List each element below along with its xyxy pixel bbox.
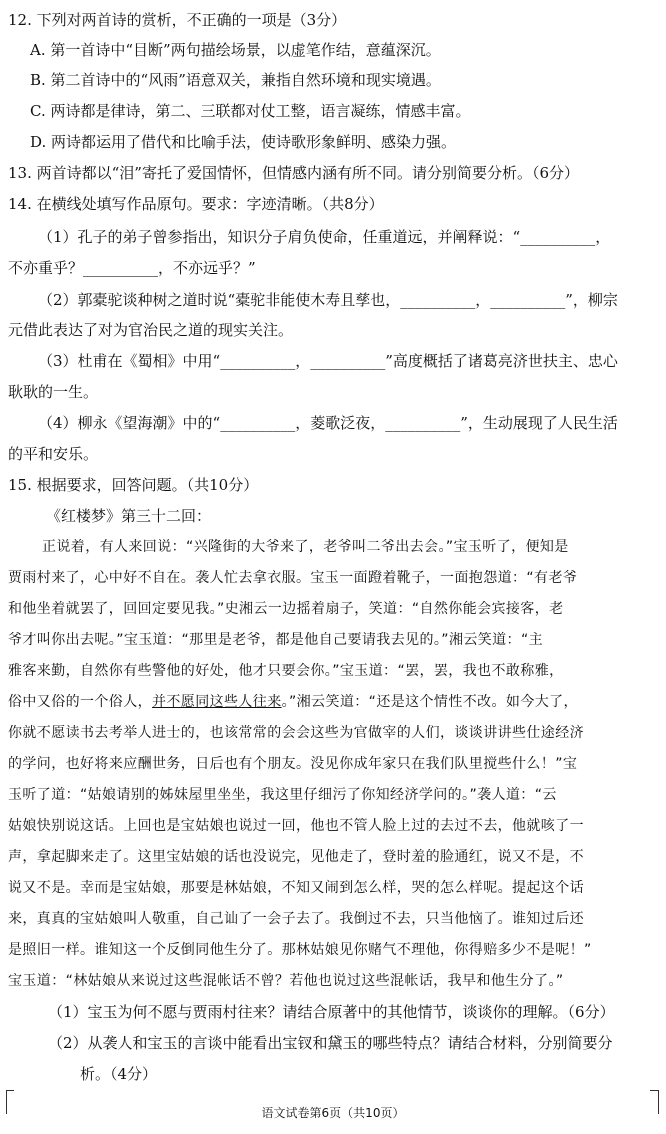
q15-source: 《红楼梦》第三十二回：: [46, 507, 212, 525]
q14-line: 耿耿的一生。: [8, 383, 99, 401]
passage-line: [8, 692, 578, 712]
frame-mark-right-top: [650, 1090, 658, 1091]
passage-line: 是照旧一样。谁知这一个反倒同他生分了。那林姑娘见你赌气不理他，你得赔多少不是呢！”: [8, 942, 592, 958]
passage-line: 的学问，也好将来应酬世务，日后也有个朋友。没见你成年家只在我们队里搅些什么！”宝: [8, 756, 578, 772]
q15-question-2: （2）从袭人和宝玉的言谈中能看出宝钗和黛玉的哪些特点？请结合材料，分别简要分: [48, 1034, 613, 1052]
q15-stem: 15. 根据要求，回答问题。（共10分）: [8, 476, 259, 494]
passage-line: 玉听了道：“姑娘请别的姊妹屋里坐坐，我这里仔细污了你知经济学问的。”袭人道：“云: [8, 787, 557, 803]
passage-line: 爷才叫你出去呢。”宝玉道：“那里是老爷，都是他自己要请我去见的。”湘云笑道：“主: [8, 632, 544, 648]
passage-line: 正说着，有人来回说：“兴隆街的大爷来了，老爷叫二爷出去会。”宝玉听了，便知是: [42, 539, 569, 555]
passage-line: 宝玉道：“林姑娘从来说过这些混帐话不曾？若他也说过这些混帐话，我早和他生分了。”: [8, 973, 564, 989]
q12-option-b: B. 第二首诗中的“风雨”语意双关，兼指自然环境和现实境遇。: [30, 71, 441, 89]
q14-line: （4）柳永《望海潮》中的“__________，菱歌泛夜，__________”，生动展现了人民生活: [38, 414, 618, 432]
q14-line: 不亦重乎？__________，不亦远乎？”: [8, 259, 256, 277]
passage-line: 和他坐着就罢了，回回定要见我。”史湘云一边摇着扇子，笑道：“自然你能会宾接客，老: [8, 601, 564, 617]
passage-line: 声，拿起脚来走了。这里宝姑娘的话也没说完，见他走了，登时羞的脸通红，说又不是，不: [8, 849, 584, 865]
passage-line: 来，真真的宝姑娘叫人敬重，自己讪了一会子去了。我倒过不去，只当他恼了。谁知过后还: [8, 911, 584, 927]
q12-option-a: A. 第一首诗中“目断”两句描绘场景，以虚笔作结，意蕴深沉。: [30, 41, 441, 59]
q13-stem: 13. 两首诗都以“泪”寄托了爱国情怀，但情感内涵有所不同。请分别简要分析。（6分）: [8, 164, 580, 182]
q14-line: 元借此表达了对为官治民之道的现实关注。: [8, 321, 294, 339]
q15-question-2-cont: 析。（4分）: [80, 1065, 158, 1083]
frame-mark-left-top: [6, 1090, 14, 1091]
passage-text: 。”湘云笑道：“还是这个情性不改。如今大了，: [281, 694, 578, 710]
q14-line: （2）郭橐驼谈种树之道时说“橐驼非能使木寿且孳也，__________，__________”，柳宗: [38, 291, 618, 309]
q14-stem: 14. 在横线处填写作品原句。要求：字迹清晰。（共8分）: [8, 195, 384, 213]
q14-line: （3）杜甫在《蜀相》中用“__________，__________”高度概括了诸葛亮济世扶主、忠心: [38, 352, 618, 370]
page-footer: 语文试卷第6页（共10页）: [261, 1106, 405, 1120]
q12-option-d: D. 两诗都运用了借代和比喻手法，使诗歌形象鲜明、感染力强。: [30, 133, 457, 151]
passage-line: 你就不愿读书去考举人进士的，也该常常的会会这些为官做宰的人们，谈谈讲讲些仕途经济: [8, 725, 584, 741]
q14-line: （1）孔子的弟子曾参指出，知识分子肩负使命，任重道远，并阐释说：“__________，: [38, 228, 611, 246]
passage-text: 俗中又俗的一个俗人，: [8, 694, 152, 710]
passage-line: 姑娘快别说这话。上回也是宝姑娘也说过一回，他也不管人脸上过的去过不去，他就咳了一: [8, 818, 584, 834]
q12-option-c: C. 两诗都是律诗，第二、三联都对仗工整，语言凝练，情感丰富。: [30, 102, 471, 120]
q12-stem: 12. 下列对两首诗的赏析，不正确的一项是（3分）: [8, 11, 347, 29]
passage-line: 贾雨村来了，心中好不自在。袭人忙去拿衣服。宝玉一面蹬着靴子，一面抱怨道：“有老爷: [8, 570, 578, 586]
q14-line: 的平和安乐。: [8, 445, 99, 463]
passage-line: 说又不是。幸而是宝姑娘，那要是林姑娘，不知又闹到怎么样，哭的怎么样呢。提起这个话: [8, 880, 584, 896]
q15-question-1: （1）宝玉为何不愿与贾雨村往来？请结合原著中的其他情节，谈谈你的理解。（6分）: [48, 1003, 615, 1021]
passage-line: 雅客来勤，自然你有些警他的好处，他才只要会你。”宝玉道：“罢，罢，我也不敢称雅，: [8, 663, 564, 679]
underlined-phrase: 并不愿同这些人往来: [152, 694, 282, 710]
